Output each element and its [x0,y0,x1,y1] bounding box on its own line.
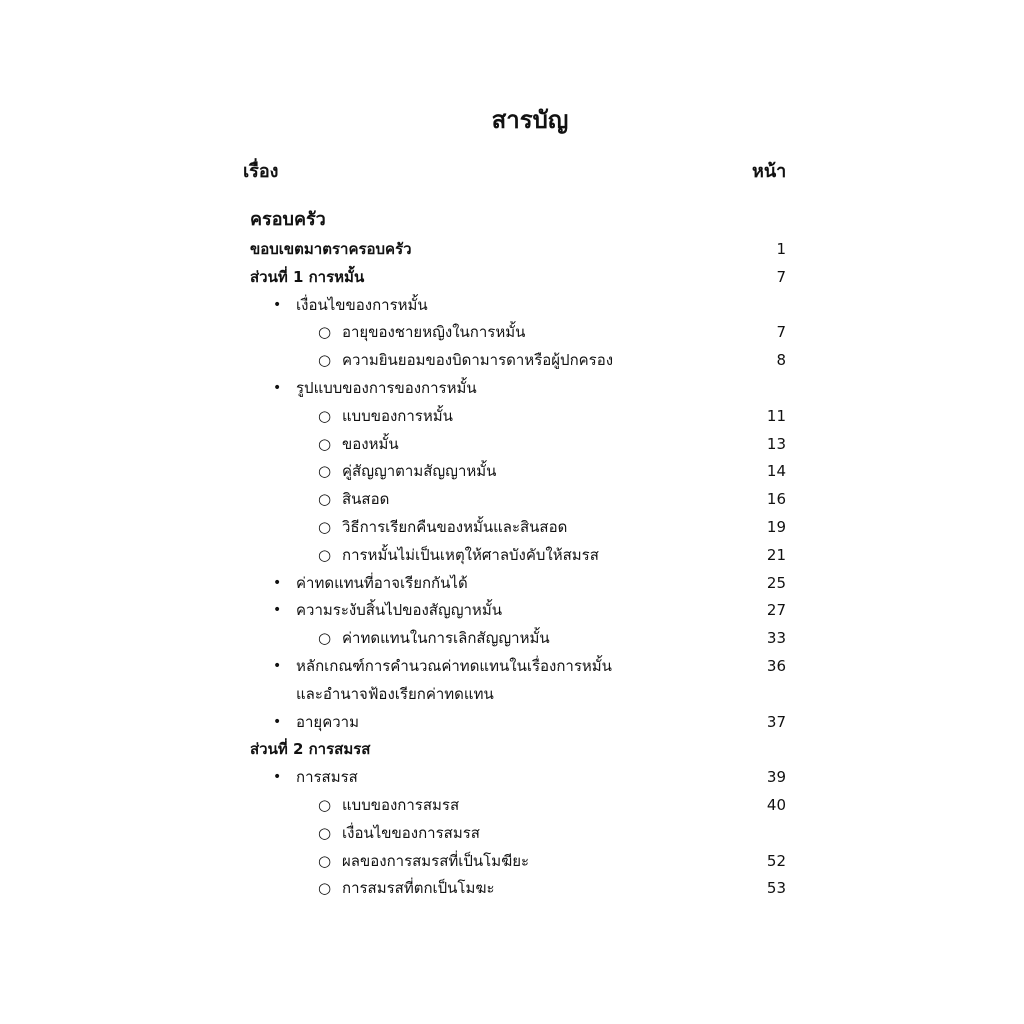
toc-entry [0,709,1024,737]
toc-entry [0,848,1024,876]
toc-entry [0,347,1024,375]
toc-entry-title: เงื่อนไขของการสมรส [342,823,480,842]
circle-bullet-icon: ○ [318,517,332,536]
toc-entry [0,236,1024,264]
toc-entry-title: หลักเกณฑ์การคำนวณค่าทดแทนในเรื่องการหมั้น [296,656,612,675]
bullet-icon: • [273,574,282,591]
toc-entry [0,458,1024,486]
circle-bullet-icon: ○ [318,851,332,870]
toc-entry-title: วิธีการเรียกคืนของหมั้นและสินสอด [342,517,568,536]
toc-entry-title: ส่วนที่ 2 การสมรส [250,740,371,759]
toc-entry-title: แบบของการหมั้น [342,406,453,425]
bullet-icon: • [273,379,282,396]
toc-entry-page: 11 [766,406,786,425]
circle-bullet-icon: ○ [318,351,332,370]
toc-entry [0,653,1024,681]
toc-entry-page: 21 [766,545,786,564]
circle-bullet-icon: ○ [318,823,332,842]
chapter-heading: ครอบครัว [250,209,326,230]
toc-entry [0,319,1024,347]
toc-entry [0,264,1024,292]
toc-entry-title: ค่าทดแทนที่อาจเรียกกันได้ [296,573,468,592]
circle-bullet-icon: ○ [318,434,332,453]
toc-entry [0,681,1024,709]
toc-entry [0,542,1024,570]
toc-entries [0,236,1024,903]
toc-entry-title: ความระงับสิ้นไปของสัญญาหมั้น [296,601,502,620]
toc-entry [0,292,1024,320]
toc-entry [0,486,1024,514]
toc-entry-title: อายุของชายหญิงในการหมั้น [342,323,526,342]
toc-entry-title: สินสอด [342,490,390,509]
circle-bullet-icon: ○ [318,406,332,425]
toc-entry [0,431,1024,459]
toc-entry-page: 8 [776,351,786,370]
toc-entry-page: 53 [766,879,786,898]
bullet-icon: • [273,296,282,313]
toc-entry [0,570,1024,598]
toc-entry-page: 1 [776,240,786,258]
toc-entry-title: แบบของการสมรส [342,795,460,814]
toc-entry-page: 19 [766,517,786,536]
circle-bullet-icon: ○ [318,629,332,648]
toc-entry-title: คู่สัญญาตามสัญญาหมั้น [342,462,497,481]
toc-entry [0,764,1024,792]
toc-entry-title: ความยินยอมของบิดามารดาหรือผู้ปกครอง [342,351,614,370]
toc-entry-page: 7 [776,323,786,342]
toc-entry-title: การหมั้นไม่เป็นเหตุให้ศาลบังคับให้สมรส [342,545,599,564]
toc-entry-page: 16 [766,490,786,509]
toc-entry-page: 13 [766,434,786,453]
toc-entry [0,625,1024,653]
toc-entry [0,514,1024,542]
toc-entry-title: อายุความ [296,712,359,731]
toc-entry-title: การสมรส [296,768,358,787]
toc-entry-title: ผลของการสมรสที่เป็นโมฆียะ [342,851,530,870]
bullet-icon: • [273,657,282,674]
toc-entry-page: 7 [776,267,786,286]
toc-entry-page: 25 [766,573,786,592]
circle-bullet-icon: ○ [318,462,332,481]
bullet-icon: • [273,602,282,619]
bullet-icon: • [273,713,282,730]
toc-entry-page: 33 [766,629,786,648]
toc-entry-title: การสมรสที่ตกเป็นโมฆะ [342,879,495,898]
toc-entry [0,597,1024,625]
page-column-header: หน้า [752,161,787,182]
toc-entry-title: ขอบเขตมาตราครอบครัว [250,240,412,258]
page-title: สารบัญ [491,106,569,134]
toc-entry [0,820,1024,848]
circle-bullet-icon: ○ [318,490,332,509]
toc-entry-page: 52 [766,851,786,870]
circle-bullet-icon: ○ [318,879,332,898]
toc-entry-title: ส่วนที่ 1 การหมั้น [250,267,365,286]
toc-entry-page: 27 [766,601,786,620]
toc-entry-page: 40 [766,795,786,814]
toc-entry [0,792,1024,820]
toc-entry-page: 37 [766,712,786,731]
toc-entry-page: 14 [766,462,786,481]
toc-entry-title: รูปแบบของการของการหมั้น [296,378,477,397]
circle-bullet-icon: ○ [318,545,332,564]
toc-entry-page: 39 [766,768,786,787]
bullet-icon: • [273,769,282,786]
toc-entry [0,875,1024,903]
circle-bullet-icon: ○ [318,323,332,342]
topic-column-header: เรื่อง [243,161,279,182]
toc-entry-title: ของหมั้น [342,434,399,453]
toc-entry-title: เงื่อนไขของการหมั้น [296,295,428,314]
circle-bullet-icon: ○ [318,795,332,814]
toc-entry-page: 36 [766,656,786,675]
toc-entry-title: และอำนาจฟ้องเรียกค่าทดแทน [296,684,494,703]
toc-entry [0,375,1024,403]
toc-entry [0,736,1024,764]
toc-entry [0,403,1024,431]
toc-entry-title: ค่าทดแทนในการเลิกสัญญาหมั้น [342,629,550,648]
